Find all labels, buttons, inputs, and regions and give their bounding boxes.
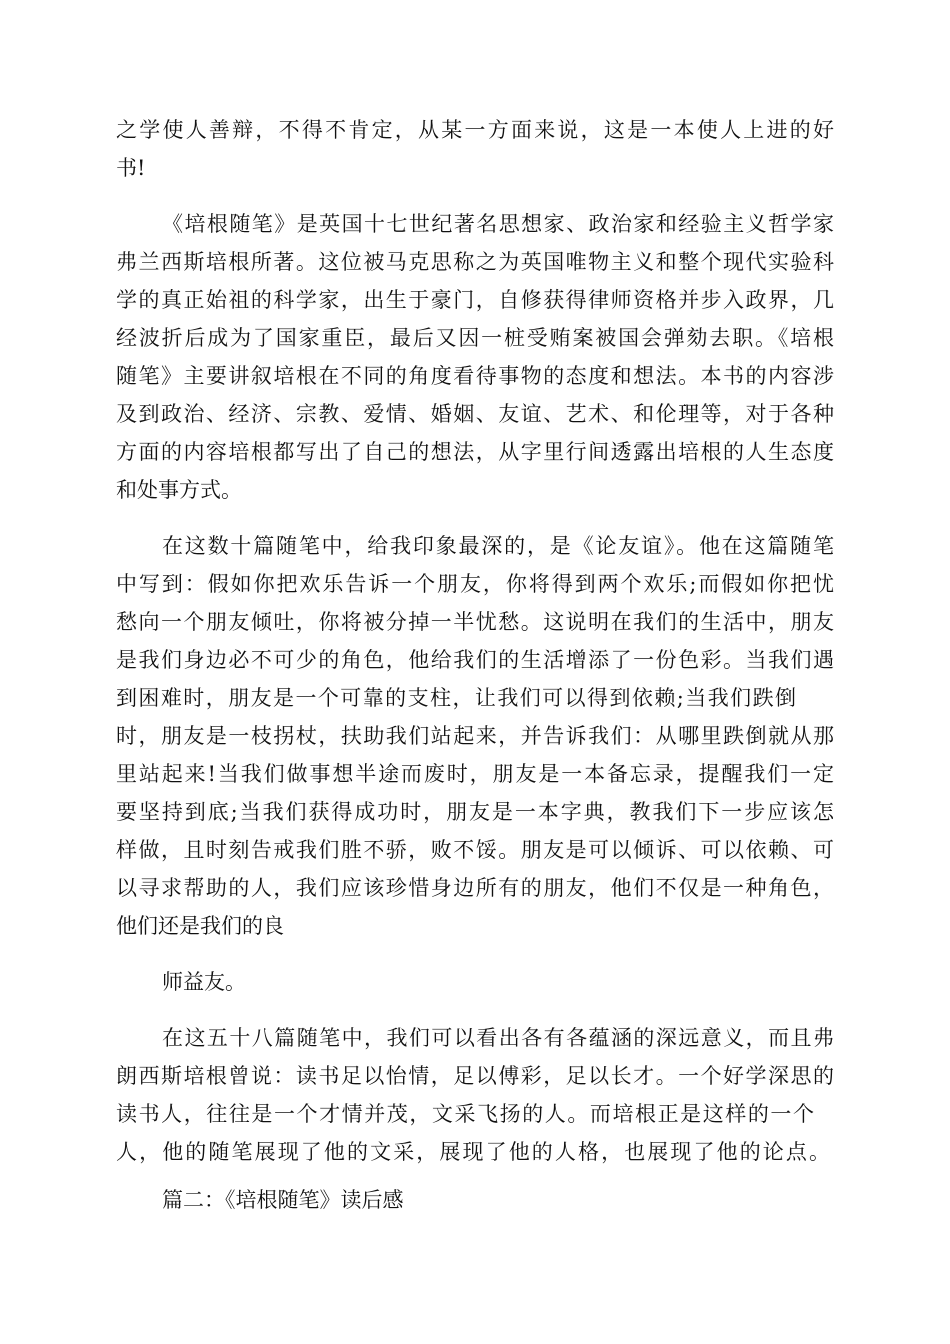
paragraph-line: 要坚持到底;当我们获得成功时，朋友是一本字典，教我们下一步应该怎 [116,800,834,824]
paragraph-line: 以寻求帮助的人，我们应该珍惜身边所有的朋友，他们不仅是一种角色， [116,876,834,900]
paragraph-line: 和处事方式。 [116,478,242,502]
paragraph-line: 及到政治、经济、宗教、爱情、婚姻、友谊、艺术、和伦理等，对于各种 [116,402,834,426]
paragraph-line: 在这数十篇随笔中，给我印象最深的，是《论友谊》。他在这篇随笔 [162,534,834,558]
paragraph-line: 愁向一个朋友倾吐，你将被分掉一半忧愁。这说明在我们的生活中，朋友 [116,610,834,634]
paragraph-line: 之学使人善辩，不得不肯定，从某一方面来说，这是一本使人上进的好 [116,118,834,142]
paragraph-line: 弗兰西斯培根所著。这位被马克思称之为英国唯物主义和整个现代实验科 [116,250,834,274]
paragraph-line: 里站起来!当我们做事想半途而废时，朋友是一本备忘录，提醒我们一定 [116,762,834,786]
paragraph-line: 朗西斯培根曾说：读书足以怡情，足以傅彩，足以长才。一个好学深思的 [116,1064,834,1088]
paragraph-line: 是我们身边必不可少的角色，他给我们的生活增添了一份色彩。当我们遇 [116,648,834,672]
paragraph-line: 在这五十八篇随笔中，我们可以看出各有各蕴涵的深远意义，而且弗 [162,1026,834,1050]
paragraph-line: 人，他的随笔展现了他的文采，展现了他的人格，也展现了他的论点。 [116,1140,830,1164]
paragraph-line: 样做，且时刻告戒我们胜不骄，败不馁。朋友是可以倾诉、可以依赖、可 [116,838,834,862]
paragraph-line: 师益友。 [162,970,246,994]
paragraph-line: 学的真正始祖的科学家，出生于豪门，自修获得律师资格并步入政界，几 [116,288,834,312]
paragraph-line: 读书人，往往是一个才情并茂，文采飞扬的人。而培根正是这样的一个 [116,1102,814,1126]
paragraph-line: 时，朋友是一枝拐杖，扶助我们站起来，并告诉我们：从哪里跌倒就从那 [116,724,834,748]
paragraph-line: 他们还是我们的良 [116,914,284,938]
paragraph-line: 经波折后成为了国家重臣，最后又因一桩受贿案被国会弹劾去职。《培根 [116,326,834,350]
paragraph-line: 方面的内容培根都写出了自己的想法，从字里行间透露出培根的人生态度 [116,440,834,464]
paragraph-line: 中写到：假如你把欢乐告诉一个朋友，你将得到两个欢乐;而假如你把忧 [116,572,834,596]
paragraph-line: 到困难时，朋友是一个可靠的支柱，让我们可以得到依赖;当我们跌倒 [116,686,796,710]
section-heading: 篇二：《培根随笔》读后感 [162,1188,404,1212]
paragraph-line: 书! [116,156,146,180]
paragraph-line: 随笔》主要讲叙培根在不同的角度看待事物的态度和想法。本书的内容涉 [116,364,834,388]
paragraph-line: 《培根随笔》是英国十七世纪著名思想家、政治家和经验主义哲学家 [162,212,834,236]
